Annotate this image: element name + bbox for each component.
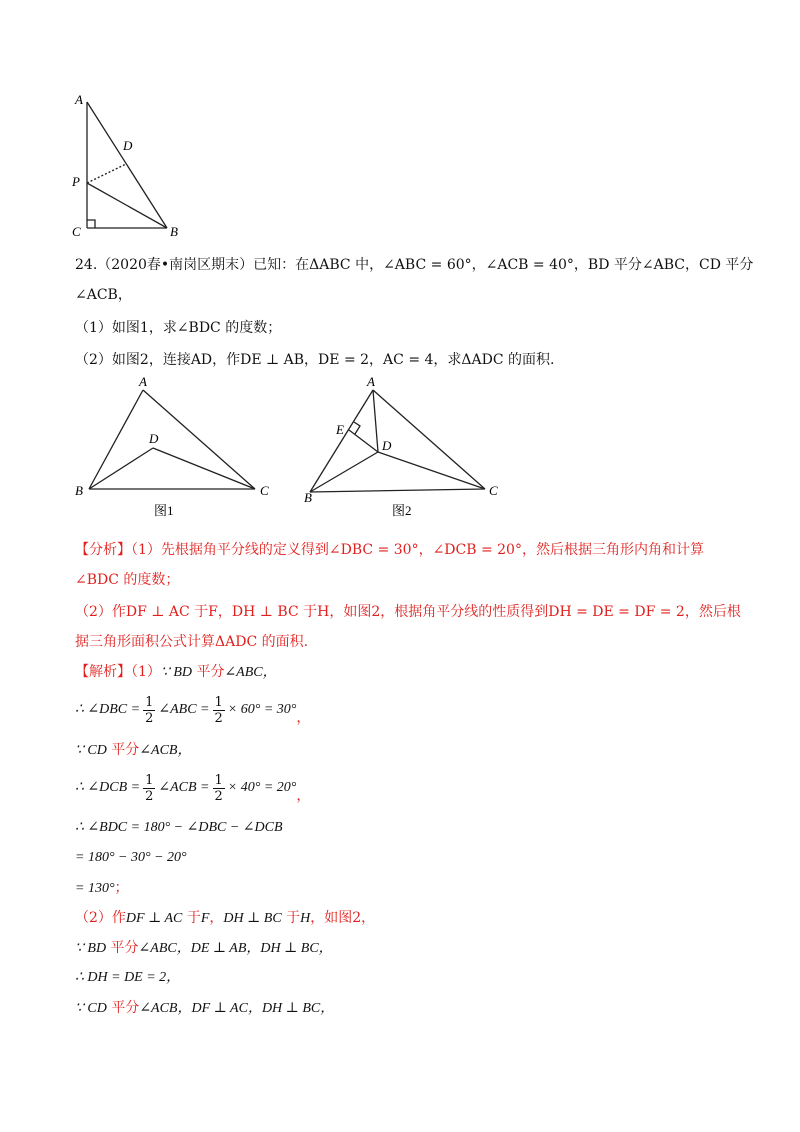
analysis-line-3: （2）作DF ⊥ AC 于F，DH ⊥ BC 于H，如图2，根据角平分线的性质得到DH = DE = DF = 2，然后根 <box>75 604 741 620</box>
solution-line-8 <box>75 908 375 929</box>
fig1-label-b: B <box>75 483 83 498</box>
label-c: C <box>72 224 81 238</box>
fig2-label-b: B <box>304 490 312 505</box>
problem-line-1: 24.（2020春•南岗区期末）已知：在ΔABC 中，∠ABC = 60°，∠ACB = 40°，BD 平分∠ABC，CD 平分 <box>75 257 754 273</box>
question-2: （2）如图2，连接AD，作DE ⊥ AB，DE = 2，AC = 4，求ΔADC 的面积. <box>75 352 555 368</box>
analysis-line-2: ∠BDC 的度数； <box>75 572 180 588</box>
analysis-line-4: 据三角形面积公式计算ΔADC 的面积. <box>75 634 309 650</box>
solution-line-4 <box>75 768 310 808</box>
solution-t3-a: ∵ CD <box>75 1001 107 1016</box>
fig2-label-a: A <box>367 374 375 389</box>
solution-p2-b: DF ⊥ AC <box>125 911 183 926</box>
solution-p2-h: H <box>300 911 311 926</box>
fig2-label-e: E <box>336 422 344 437</box>
fraction-4-num: 1 <box>214 772 223 788</box>
solution-p2-f: DH ⊥ BC <box>223 911 282 926</box>
solution-line-10: ∴ DH = DE = 2， <box>75 970 181 985</box>
solution-p2-a: （2）作 <box>75 910 126 926</box>
label-p: P <box>72 174 80 189</box>
solution-line-1 <box>75 662 277 683</box>
solution-head: 【解析】（1） <box>75 664 161 680</box>
solution-line-2 <box>75 690 310 730</box>
solution-s1-b: 平分 <box>196 664 225 680</box>
solution-s7-a: = 130° <box>75 881 115 896</box>
solution-t3-c: ∠ACB，DF ⊥ AC，DH ⊥ BC， <box>139 1001 335 1016</box>
fig1-label-c: C <box>260 483 269 498</box>
fig1-label-a: A <box>139 374 147 389</box>
solution-s2-pre: ∴ ∠DBC = <box>75 702 141 717</box>
solution-s4-pre: ∴ ∠DCB = <box>75 780 141 795</box>
fig1-label-d: D <box>149 431 159 446</box>
fraction-1 <box>143 695 155 726</box>
solution-line-3 <box>75 740 191 761</box>
fig2-label-d: D <box>382 438 392 453</box>
fraction-2-num: 1 <box>214 694 223 710</box>
solution-s4-post: × 40° = 20° <box>227 780 297 795</box>
fig2-caption: 图2 <box>392 503 412 518</box>
solution-line-9 <box>75 938 333 959</box>
solution-t1-c: ∠ABC，DE ⊥ AB，DH ⊥ BC， <box>138 941 333 956</box>
solution-line-7 <box>75 878 129 899</box>
label-a: A <box>75 92 83 107</box>
solution-p2-g: 于 <box>286 910 301 926</box>
top-triangle-figure <box>60 88 200 238</box>
fraction-3-den: 2 <box>145 788 154 804</box>
fraction-2 <box>213 695 225 726</box>
solution-s4-comma: ， <box>296 788 311 804</box>
solution-s1-c: ∠ABC， <box>224 665 277 680</box>
fig2-label-c: C <box>489 483 498 498</box>
fraction-3 <box>143 773 155 804</box>
problem-line-2: ∠ACB， <box>75 287 132 303</box>
question-1: （1）如图1，求∠BDC 的度数； <box>75 320 282 336</box>
label-d: D <box>123 138 133 153</box>
fraction-4 <box>213 773 225 804</box>
solution-line-5: ∴ ∠BDC = 180° − ∠DBC − ∠DCB <box>75 820 283 835</box>
solution-s2-mid: ∠ABC = <box>158 702 210 717</box>
solution-s3-a: ∵ CD <box>75 743 107 758</box>
solution-s2-comma: ， <box>296 710 311 726</box>
solution-s4-mid: ∠ACB = <box>158 780 210 795</box>
solution-s1-a: ∵ BD <box>160 665 192 680</box>
figure-1 <box>70 370 280 525</box>
solution-p2-i: ，如图2， <box>310 910 376 926</box>
solution-s3-c: ∠ACB， <box>139 743 192 758</box>
analysis-line-1: 【分析】（1）先根据角平分线的定义得到∠DBC = 30°，∠DCB = 20°，然后根据三角形内角和计算 <box>75 542 704 558</box>
solution-s3-b: 平分 <box>111 742 140 758</box>
fraction-3-num: 1 <box>145 772 154 788</box>
solution-t3-b: 平分 <box>111 1000 140 1016</box>
figure-2 <box>300 370 510 525</box>
solution-t1-a: ∵ BD <box>75 941 107 956</box>
solution-s7-b: ； <box>114 880 129 896</box>
fraction-1-num: 1 <box>145 694 154 710</box>
solution-p2-d: F <box>200 911 210 926</box>
solution-p2-c: 于 <box>186 910 201 926</box>
solution-s2-post: × 60° = 30° <box>227 702 297 717</box>
solution-t1-b: 平分 <box>110 940 139 956</box>
fig1-caption: 图1 <box>154 503 174 518</box>
fraction-2-den: 2 <box>214 710 223 726</box>
label-b: B <box>170 224 178 238</box>
solution-p2-e: ， <box>209 910 224 926</box>
fraction-1-den: 2 <box>145 710 154 726</box>
solution-line-6: = 180° − 30° − 20° <box>75 850 187 865</box>
fraction-4-den: 2 <box>214 788 223 804</box>
solution-line-11 <box>75 998 334 1019</box>
